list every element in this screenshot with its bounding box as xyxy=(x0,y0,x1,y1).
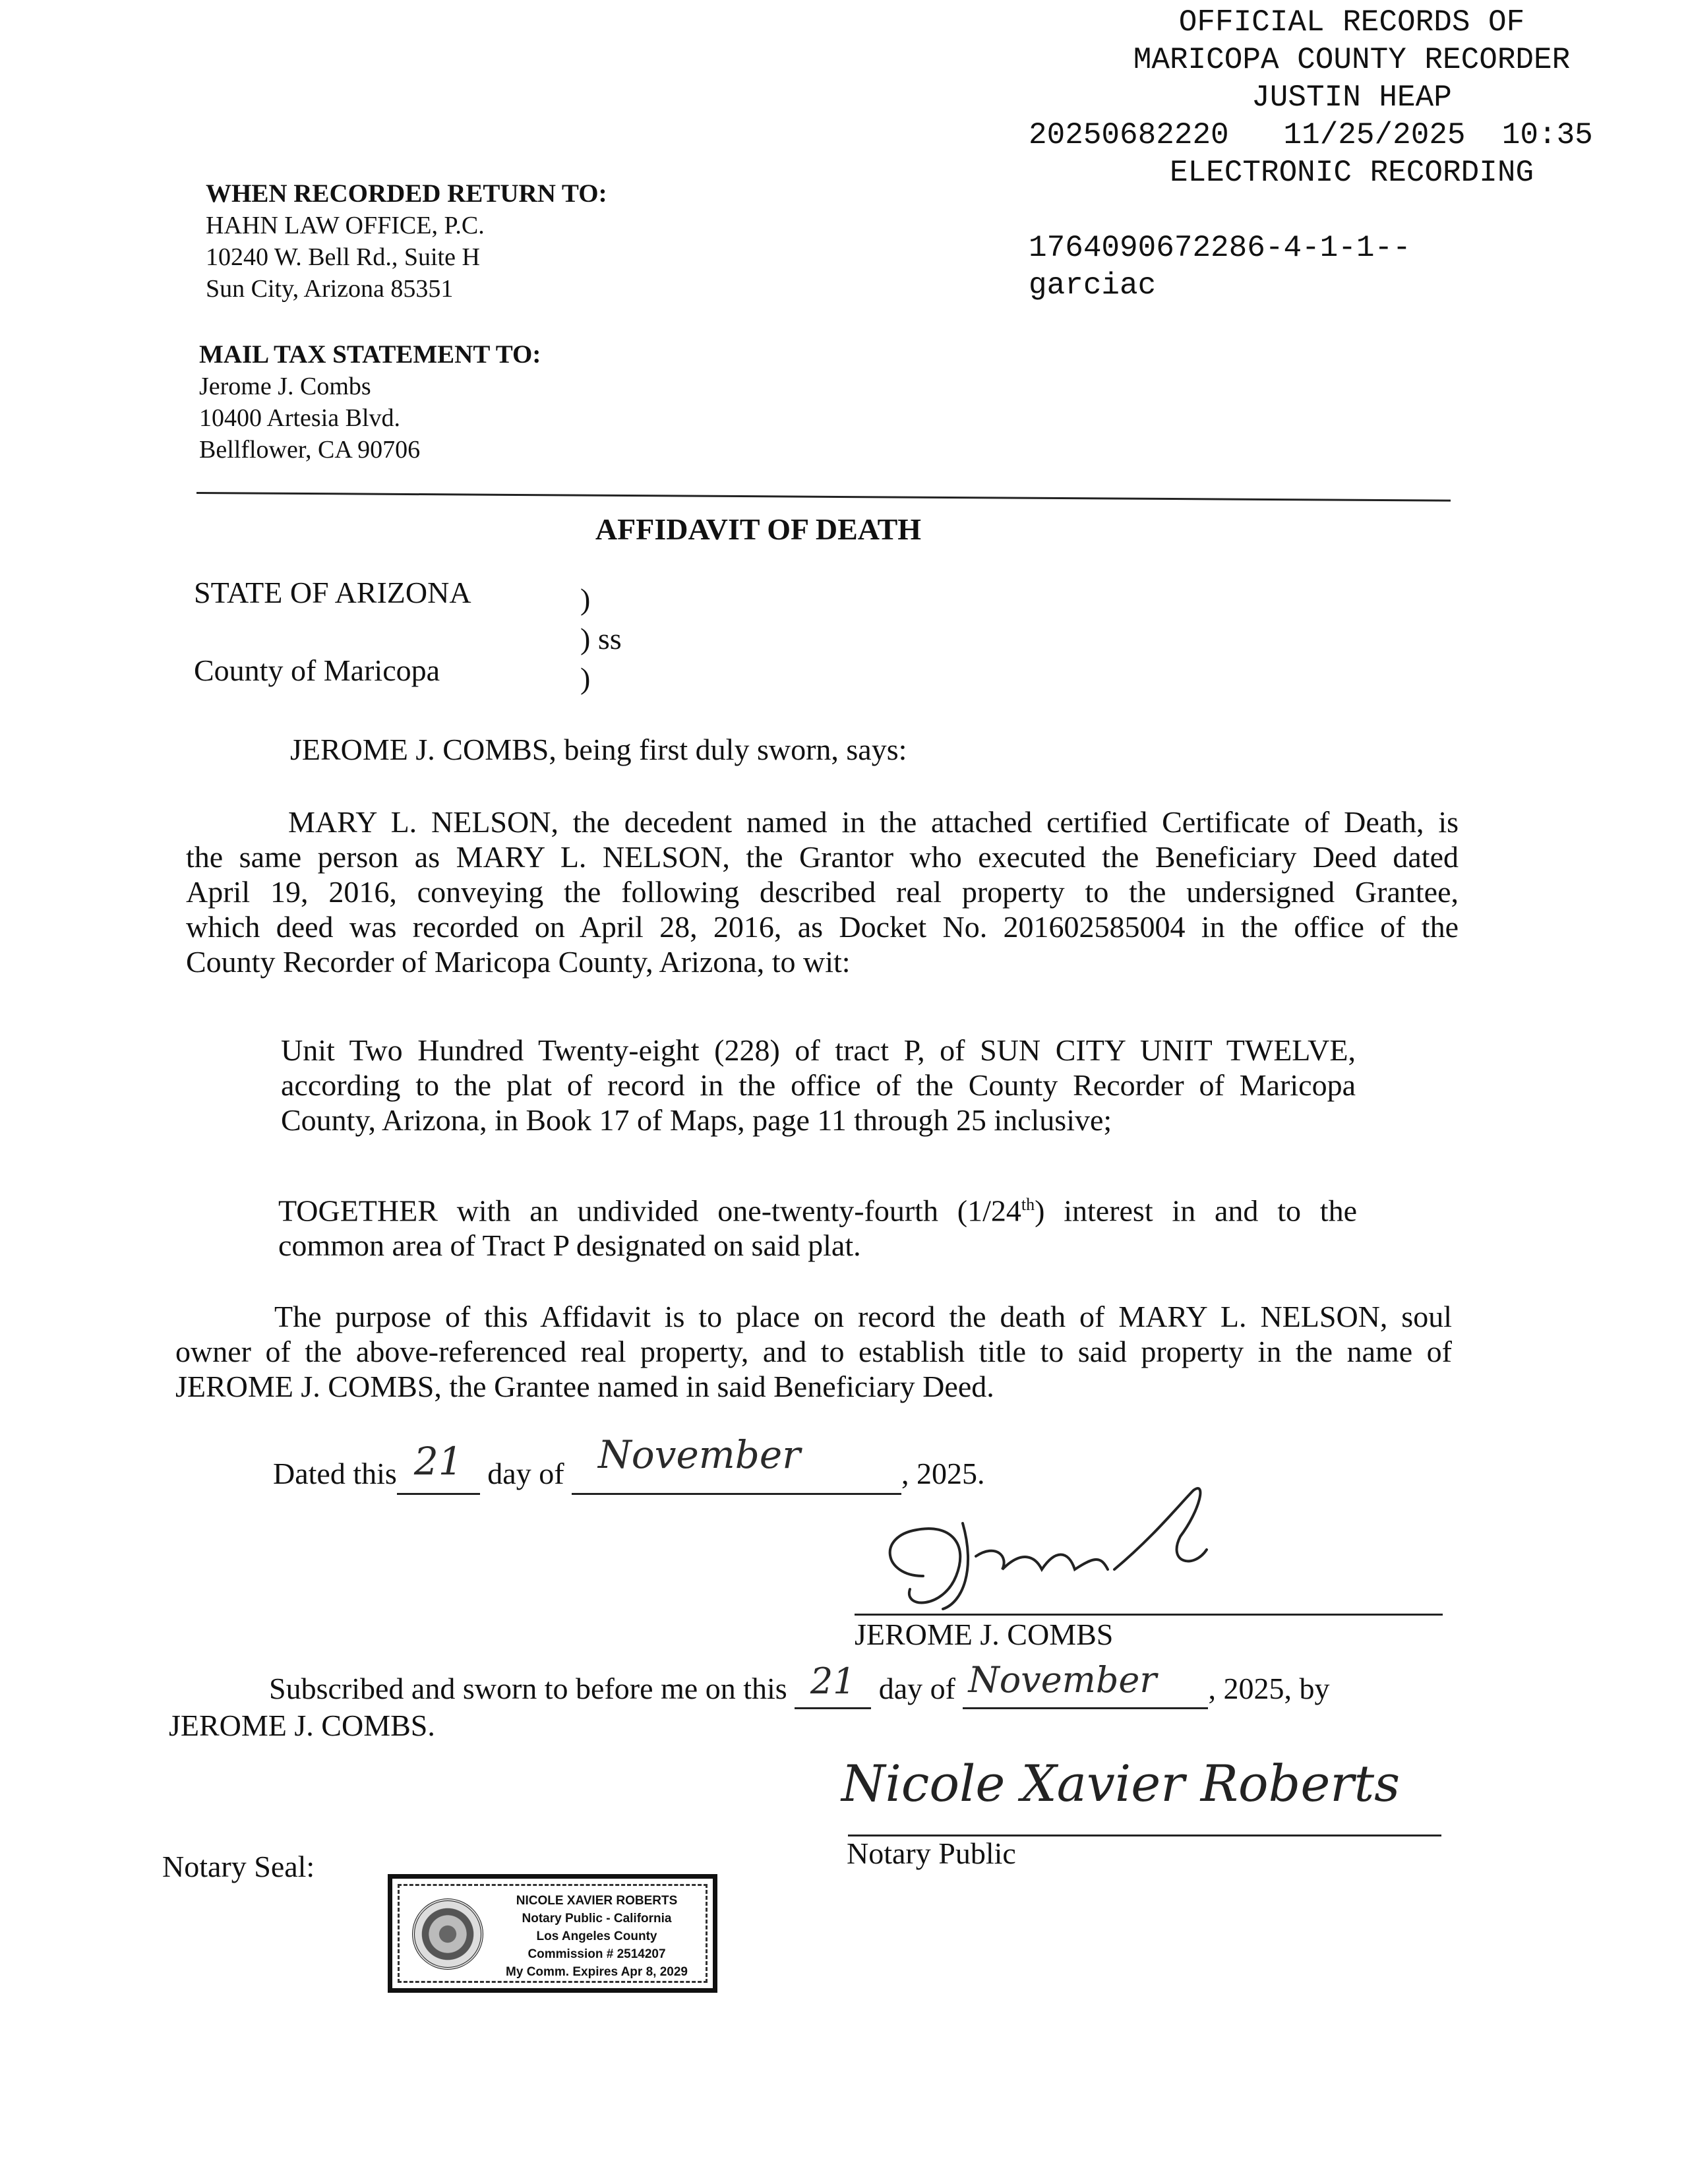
stamp-line: MARICOPA COUNTY RECORDER xyxy=(1133,43,1571,77)
legal-line: County, Arizona, in Book 17 of Maps, page 11 through 25 inclusive; xyxy=(281,1103,1112,1137)
return-to-block xyxy=(206,178,607,305)
return-to-line: 10240 W. Bell Rd., Suite H xyxy=(206,243,480,271)
together-text: ) interest in and to the xyxy=(1035,1194,1357,1228)
document-title: AFFIDAVIT OF DEATH xyxy=(595,512,922,546)
tax-statement-block xyxy=(199,339,541,466)
recording-time: 10:35 xyxy=(1501,118,1593,152)
paragraph-line: owner of the above-referenced real property, and to establish title to said property in the name of xyxy=(175,1335,1452,1368)
jurat-suffix: , 2025, by xyxy=(1208,1672,1330,1705)
jurat-affiant: JEROME J. COMBS. xyxy=(169,1709,435,1742)
dated-day-handwritten: 21 xyxy=(413,1439,463,1484)
venue-county: County of Maricopa xyxy=(194,653,440,687)
together-line xyxy=(278,1187,1357,1228)
dated-day-field xyxy=(397,1439,480,1495)
seal-line: Notary Public - California xyxy=(522,1912,672,1926)
tax-statement-line: 10400 Artesia Blvd. xyxy=(199,404,401,432)
together-clause xyxy=(278,1187,1357,1263)
seal-text xyxy=(491,1892,702,1981)
dated-prefix: Dated this xyxy=(273,1457,397,1490)
return-to-heading: WHEN RECORDED RETURN TO: xyxy=(206,179,607,208)
purpose-paragraph xyxy=(175,1299,1452,1404)
venue-state: STATE OF ARIZONA xyxy=(194,576,471,609)
dated-middle: day of xyxy=(487,1457,564,1490)
together-text: TOGETHER with an undivided one-twenty-fourth (1/24 xyxy=(278,1194,1021,1228)
jurat-day-handwritten: 21 xyxy=(810,1660,856,1702)
body-paragraph xyxy=(186,804,1459,979)
venue-paren: ) xyxy=(580,661,591,695)
recording-number: 20250682220 xyxy=(1029,118,1229,152)
notary-public-label: Notary Public xyxy=(847,1836,1016,1870)
jurat-middle: day of xyxy=(878,1672,955,1705)
venue-ss: ) ss xyxy=(580,622,622,655)
seal-line: Commission # 2514207 xyxy=(528,1947,666,1961)
stamp-doc-id: 1764090672286-4-1-1-- xyxy=(1029,231,1411,265)
seal-line: Los Angeles County xyxy=(536,1929,657,1943)
together-line: common area of Tract P designated on said plat. xyxy=(278,1228,861,1263)
jurat-prefix: Subscribed and sworn to before me on this xyxy=(269,1672,787,1705)
stamp-line: JUSTIN HEAP xyxy=(1251,80,1452,115)
stamp-user: garciac xyxy=(1029,268,1157,303)
notary-seal xyxy=(388,1874,717,1993)
notary-seal-label: Notary Seal: xyxy=(162,1850,315,1883)
dated-month-field xyxy=(572,1432,901,1495)
state-seal-emblem-icon xyxy=(412,1898,483,1970)
tax-statement-heading: MAIL TAX STATEMENT TO: xyxy=(199,340,541,369)
paragraph-line: MARY L. NELSON, the decedent named in the attached certified Certificate of Death, is xyxy=(288,805,1459,839)
tax-statement-line: Jerome J. Combs xyxy=(199,373,371,400)
notary-signature: Nicole Xavier Roberts xyxy=(841,1754,1401,1813)
affiant-signature-line xyxy=(855,1614,1443,1616)
paragraph-line: the same person as MARY L. NELSON, the Grantor who executed the Beneficiary Deed dated xyxy=(186,840,1459,874)
recording-date: 11/25/2025 xyxy=(1283,118,1466,152)
ordinal-suffix: th xyxy=(1021,1195,1035,1214)
dated-suffix: , 2025. xyxy=(901,1457,985,1490)
jurat-month-field xyxy=(963,1659,1208,1709)
legal-description xyxy=(281,1033,1356,1138)
legal-line: Unit Two Hundred Twenty-eight (228) of tract P, of SUN CITY UNIT TWELVE, xyxy=(281,1033,1356,1067)
affiant-intro: JEROME J. COMBS, being first duly sworn, says: xyxy=(290,733,907,766)
recorder-stamp xyxy=(1029,4,1675,305)
venue-paren: ) xyxy=(580,582,591,616)
legal-line: according to the plat of record in the office of the County Recorder of Maricopa xyxy=(281,1068,1356,1102)
jurat-line xyxy=(269,1659,1330,1709)
stamp-recording-line xyxy=(1029,117,1675,154)
jurat-month-handwritten: November xyxy=(968,1659,1157,1701)
affiant-name: JEROME J. COMBS xyxy=(855,1618,1114,1651)
jurat-day-field xyxy=(795,1660,871,1709)
stamp-line: OFFICIAL RECORDS OF xyxy=(1178,5,1525,40)
dated-month-handwritten: November xyxy=(598,1432,800,1477)
return-to-line: HAHN LAW OFFICE, P.C. xyxy=(206,212,485,239)
tax-statement-line: Bellflower, CA 90706 xyxy=(199,436,421,464)
seal-line: NICOLE XAVIER ROBERTS xyxy=(516,1894,678,1908)
affiant-signature xyxy=(864,1477,1286,1622)
stamp-line: ELECTRONIC RECORDING xyxy=(1169,156,1534,190)
paragraph-line: April 19, 2016, conveying the following described real property to the undersigned Grantee, xyxy=(186,875,1459,909)
paragraph-line: County Recorder of Maricopa County, Arizona, to wit: xyxy=(186,945,851,979)
paragraph-line: The purpose of this Affidavit is to place on record the death of MARY L. NELSON, soul xyxy=(274,1300,1452,1333)
paragraph-line: which deed was recorded on April 28, 2016, as Docket No. 201602585004 in the office of the xyxy=(186,910,1459,944)
header-divider xyxy=(196,492,1451,502)
seal-line: My Comm. Expires Apr 8, 2029 xyxy=(506,1965,688,1979)
return-to-line: Sun City, Arizona 85351 xyxy=(206,275,454,303)
paragraph-line: JEROME J. COMBS, the Grantee named in said Beneficiary Deed. xyxy=(175,1370,994,1403)
